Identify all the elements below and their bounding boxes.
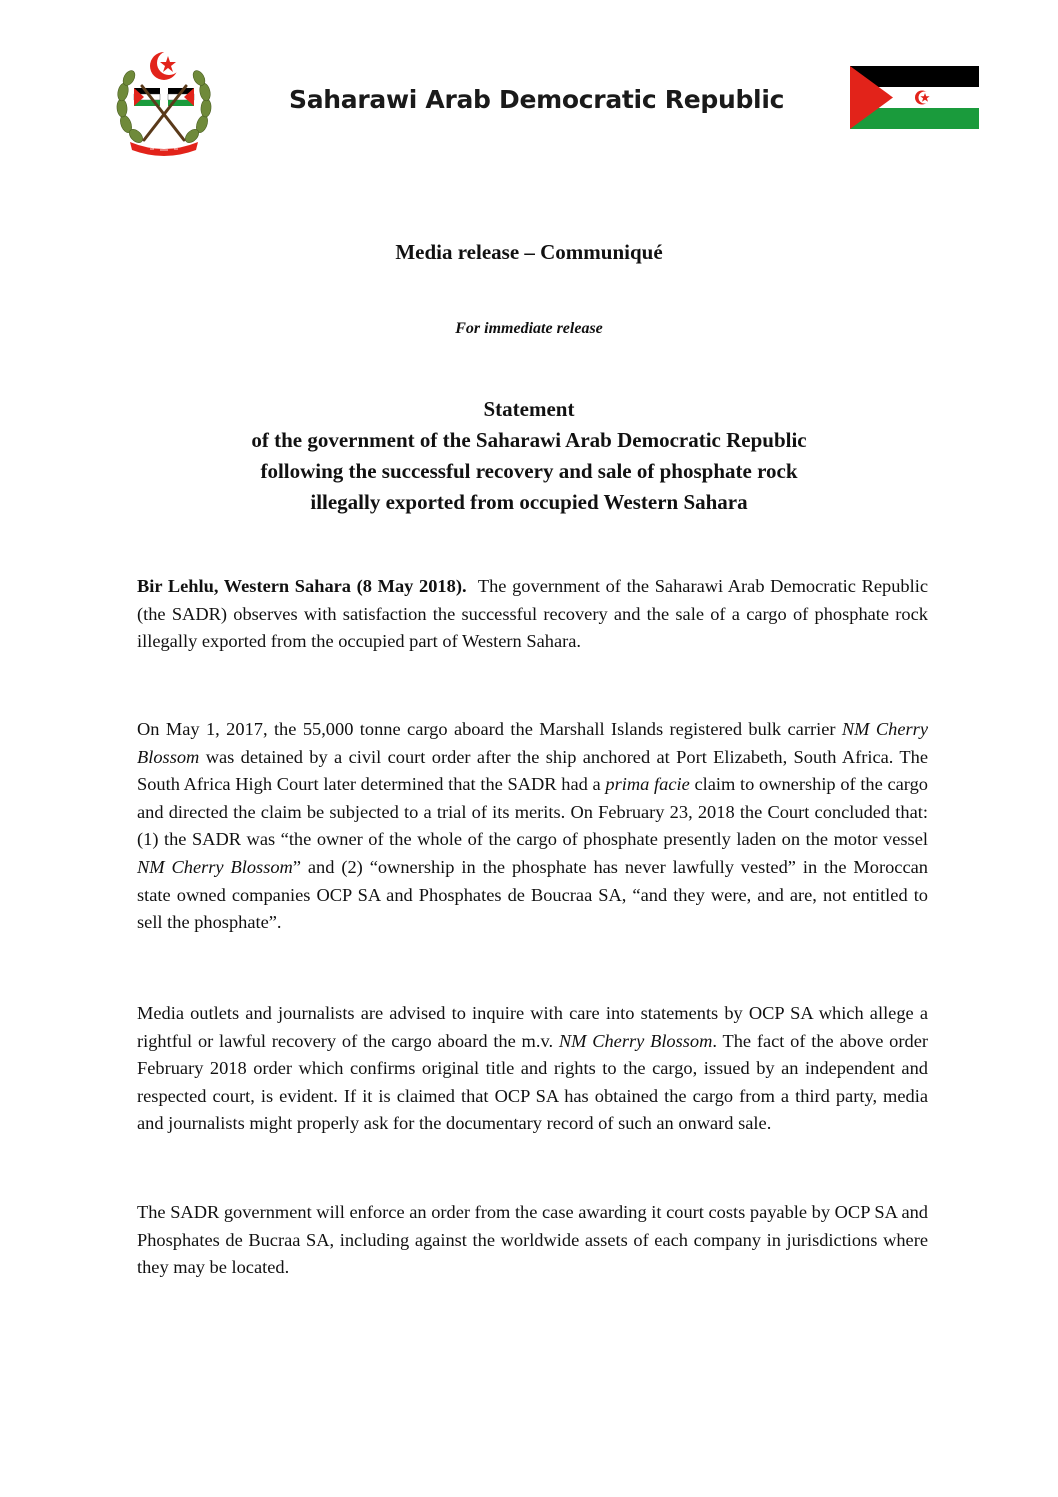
document-kind: Media release – Communiqué [395,240,663,264]
paragraph-text: The SADR government will enforce an order from the case awarding it court costs payable by OCP SA and Phosphates de Bucraa SA, including against the worldwide assets of each company in jurisdictions where they may be located. [137,1202,928,1278]
paragraph-text: Media outlets and journalists are advised to inquire with care into statements by OCP SA which allege a rightful or lawful recovery of the cargo aboard the m.v. [137,1003,928,1051]
statement-title-line: following the successful recovery and sale of phosphate rock [260,459,798,483]
paragraph-text: . The fact of the above order February 2018 order which confirms original title and rights to the cargo, issued by an independent and respected court, is evident. If it is claimed that OCP SA has obtained the cargo from a third party, media and journalists might properly ask for the documentary record of such an onward sale. [137,1030,928,1134]
statement-title-line: illegally exported from occupied Western Sahara [310,490,748,514]
sadr-coat-of-arms-icon [112,46,216,158]
statement-title-line: of the government of the Saharawi Arab Democratic Republic [251,428,807,452]
paragraph-enforcement [137,1199,928,1282]
release-note: For immediate release [455,320,603,337]
dateline: Bir Lehlu, Western Sahara (8 May 2018). [137,576,467,596]
paragraph-text: claim to ownership of the cargo and directed the claim be subjected to a trial of its merits. On February 23, 2018 the Court concluded that: (1) the SADR was “the owner of the whole of the cargo of phosphate presently laden on the motor vessel [137,774,928,850]
paragraph-court-ruling [137,716,928,937]
page-title: Saharawi Arab Democratic Republic [289,85,785,114]
ship-name: NM Cherry Blossom [137,856,293,877]
statement-title-line: Statement [483,397,575,421]
statement-title [0,394,1058,518]
paragraph-text: ” and (2) “ownership in the phosphate has never lawfully vested” in the Moroccan state owned companies OCP SA and Phosphates de Boucraa SA, “and they were, and are, not entitled to sell the phosphate”. [137,856,928,933]
ship-name: NM Cherry Blossom [137,719,928,767]
paragraph-media-advice [137,1000,928,1138]
sadr-flag-icon [850,66,979,129]
ship-name: NM Cherry Blossom [558,1030,713,1051]
paragraph-text: was detained by a civil court order after the ship anchored at Port Elizabeth, South Africa. The South Africa High Court later determined that the SADR had a [137,746,928,795]
paragraph-text: On May 1, 2017, the 55,000 tonne cargo aboard the Marshall Islands registered bulk carrier [137,719,836,739]
latin-term: prima facie [605,774,690,795]
paragraph-dateline [137,573,928,656]
paragraph-text: The government of the Saharawi Arab Democratic Republic (the SADR) observes with satisfaction the successful recovery and the sale of a cargo of phosphate rock illegally exported from the occupied part of Western Sahara. [137,576,929,652]
